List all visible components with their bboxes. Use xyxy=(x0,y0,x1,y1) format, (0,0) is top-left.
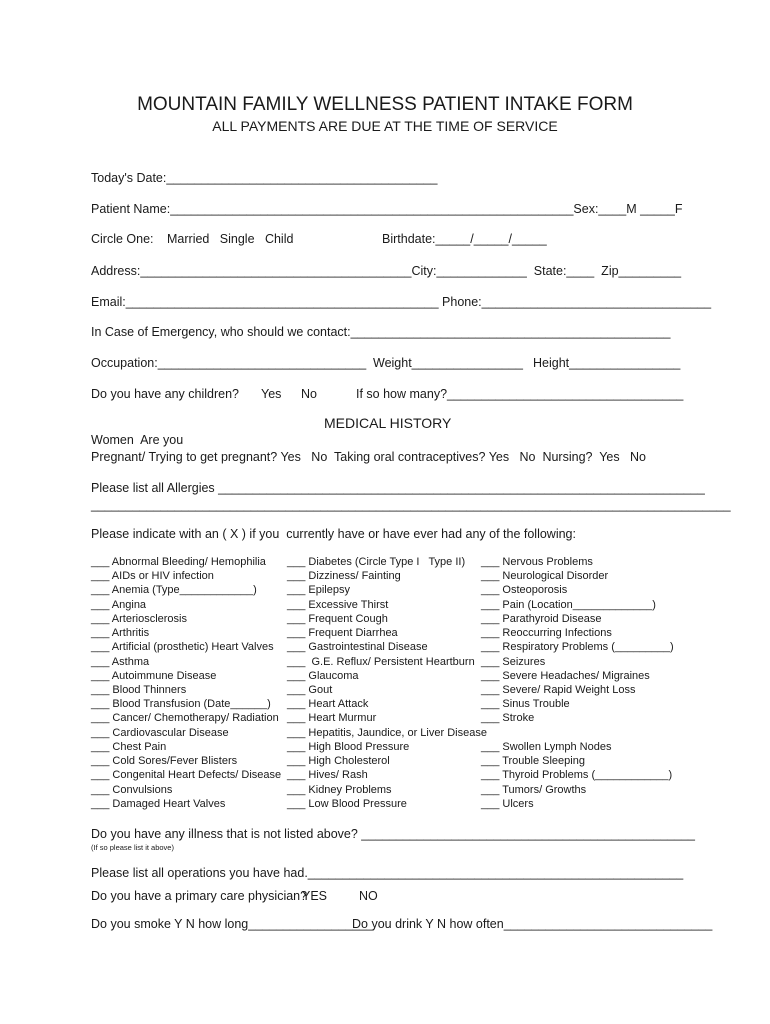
condition-item[interactable]: ___ Gastrointestinal Disease xyxy=(287,641,428,653)
condition-item[interactable]: ___ Thyroid Problems (____________) xyxy=(481,769,673,781)
condition-item[interactable]: ___ Anemia (Type____________) xyxy=(91,584,257,596)
indicate-instruction: Please indicate with an ( X ) if you currently have or have ever had any of the following: xyxy=(91,527,576,541)
condition-item[interactable]: ___ High Cholesterol xyxy=(287,755,390,767)
condition-item[interactable]: ___ Severe/ Rapid Weight Loss xyxy=(481,684,636,696)
other-illness-field[interactable]: Do you have any illness that is not listed above? ________________________________________________ xyxy=(91,827,695,841)
condition-item[interactable]: ___ Swollen Lymph Nodes xyxy=(481,741,612,753)
payment-notice: ALL PAYMENTS ARE DUE AT THE TIME OF SERVICE xyxy=(212,118,558,134)
condition-item[interactable]: ___ G.E. Reflux/ Persistent Heartburn xyxy=(287,656,475,668)
condition-item[interactable]: ___ Parathyroid Disease xyxy=(481,613,602,625)
condition-item[interactable]: ___ Arthritis xyxy=(91,627,150,639)
condition-item[interactable]: ___ Diabetes (Circle Type I Type II) xyxy=(287,556,466,568)
condition-item[interactable]: ___ AIDs or HIV infection xyxy=(91,570,214,582)
birthdate-field[interactable]: Birthdate:_____/_____/_____ xyxy=(382,232,547,246)
condition-item[interactable]: ___ Chest Pain xyxy=(91,741,167,753)
condition-item[interactable]: ___ Ulcers xyxy=(481,798,534,810)
children-yes-option[interactable]: Yes xyxy=(261,387,282,401)
condition-item[interactable]: ___ Heart Attack xyxy=(287,698,369,710)
condition-item[interactable]: ___ Gout xyxy=(287,684,333,696)
children-no-option[interactable]: No xyxy=(301,387,317,401)
condition-item[interactable]: ___ Dizziness/ Fainting xyxy=(287,570,401,582)
condition-item[interactable]: ___ Seizures xyxy=(481,656,546,668)
condition-item[interactable]: ___ Cancer/ Chemotherapy/ Radiation xyxy=(91,712,279,724)
condition-item[interactable]: ___ Epilepsy xyxy=(287,584,350,596)
condition-item[interactable]: ___ Frequent Diarrhea xyxy=(287,627,398,639)
condition-item[interactable]: ___ Cold Sores/Fever Blisters xyxy=(91,755,238,767)
address-field[interactable]: Address:_______________________________________City:_____________ State:____ Zip_________ xyxy=(91,264,682,278)
condition-item[interactable]: ___ Glaucoma xyxy=(287,670,359,682)
condition-item[interactable]: ___ Hives/ Rash xyxy=(287,769,368,781)
condition-item[interactable]: ___ Convulsions xyxy=(91,784,173,796)
condition-item[interactable]: ___ Artificial (prosthetic) Heart Valves xyxy=(91,641,274,653)
allergies-field[interactable]: Please list all Allergies ______________________________________________________________________ xyxy=(91,481,705,495)
condition-item[interactable]: ___ Sinus Trouble xyxy=(481,698,570,710)
circle-one-label: Circle One: xyxy=(91,232,154,246)
condition-item[interactable]: ___ Reoccurring Infections xyxy=(481,627,612,639)
smoke-field[interactable]: Do you smoke Y N how long__________________ xyxy=(91,917,374,931)
condition-item[interactable]: ___ Congenital Heart Defects/ Disease xyxy=(91,769,282,781)
condition-item[interactable]: ___ Osteoporosis xyxy=(481,584,568,596)
condition-item[interactable]: ___ Kidney Problems xyxy=(287,784,392,796)
pcp-no-option[interactable]: NO xyxy=(359,889,378,903)
condition-item[interactable]: ___ Hepatitis, Jaundice, or Liver Disease xyxy=(287,727,487,739)
height-field[interactable]: Height________________ xyxy=(533,356,681,370)
condition-item[interactable]: ___ Neurological Disorder xyxy=(481,570,609,582)
condition-item[interactable]: ___ Stroke xyxy=(481,712,535,724)
pcp-question: Do you have a primary care physician? xyxy=(91,889,308,903)
condition-item[interactable]: ___ Nervous Problems xyxy=(481,556,593,568)
condition-item[interactable]: ___ Autoimmune Disease xyxy=(91,670,217,682)
drink-field[interactable]: Do you drink Y N how often______________________________ xyxy=(352,917,713,931)
patient-name-field[interactable]: Patient Name:__________________________________________________________Sex:____M _____F xyxy=(91,202,683,216)
condition-item[interactable]: ___ Asthma xyxy=(91,656,150,668)
medical-history-heading: MEDICAL HISTORY xyxy=(324,415,452,431)
weight-field[interactable]: Weight________________ xyxy=(373,356,523,370)
condition-item[interactable]: ___ Excessive Thirst xyxy=(287,599,389,611)
women-questions[interactable]: Pregnant/ Trying to get pregnant? Yes No Taking oral contraceptives? Yes No Nursing? Yes No xyxy=(91,450,646,464)
condition-item[interactable]: ___ Damaged Heart Valves xyxy=(91,798,226,810)
condition-item[interactable]: ___ Blood Thinners xyxy=(91,684,187,696)
condition-item[interactable]: ___ Frequent Cough xyxy=(287,613,388,625)
other-illness-note: (If so please list it above) xyxy=(91,843,174,852)
condition-item[interactable]: ___ Angina xyxy=(91,599,147,611)
email-phone-field[interactable]: Email:_____________________________________________ Phone:_________________________________ xyxy=(91,295,712,309)
condition-item[interactable]: ___ Low Blood Pressure xyxy=(287,798,407,810)
condition-item[interactable]: ___ Heart Murmur xyxy=(287,712,377,724)
pcp-yes-option[interactable]: YES xyxy=(302,889,328,903)
condition-item[interactable]: ___ Pain (Location_____________) xyxy=(481,599,656,611)
allergies-field-line2[interactable]: ____________________________________________________________________________________________ xyxy=(91,498,731,512)
condition-item[interactable]: ___ Arteriosclerosis xyxy=(91,613,187,625)
condition-item[interactable]: ___ Abnormal Bleeding/ Hemophilia xyxy=(91,556,266,568)
women-label: Women Are you xyxy=(91,433,184,447)
condition-item[interactable]: ___ Blood Transfusion (Date______) xyxy=(91,698,271,710)
operations-field[interactable]: Please list all operations you have had.______________________________________________________ xyxy=(91,866,684,880)
todays-date-field[interactable]: Today's Date:_______________________________________ xyxy=(91,171,438,185)
children-question: Do you have any children? xyxy=(91,387,240,401)
condition-item[interactable]: ___ Tumors/ Growths xyxy=(481,784,587,796)
condition-item[interactable]: ___ Trouble Sleeping xyxy=(481,755,585,767)
condition-item[interactable]: ___ Severe Headaches/ Migraines xyxy=(481,670,650,682)
condition-item[interactable]: ___ High Blood Pressure xyxy=(287,741,410,753)
condition-item[interactable]: ___ Respiratory Problems (_________) xyxy=(481,641,674,653)
form-title: MOUNTAIN FAMILY WELLNESS PATIENT INTAKE FORM xyxy=(137,94,633,115)
children-how-many-field[interactable]: If so how many?__________________________________ xyxy=(356,387,684,401)
occupation-field[interactable]: Occupation:______________________________ xyxy=(91,356,367,370)
condition-item[interactable]: ___ Cardiovascular Disease xyxy=(91,727,229,739)
marital-status-options[interactable]: Married Single Child xyxy=(167,232,294,246)
emergency-contact-field[interactable]: In Case of Emergency, who should we contact:______________________________________________ xyxy=(91,325,671,339)
